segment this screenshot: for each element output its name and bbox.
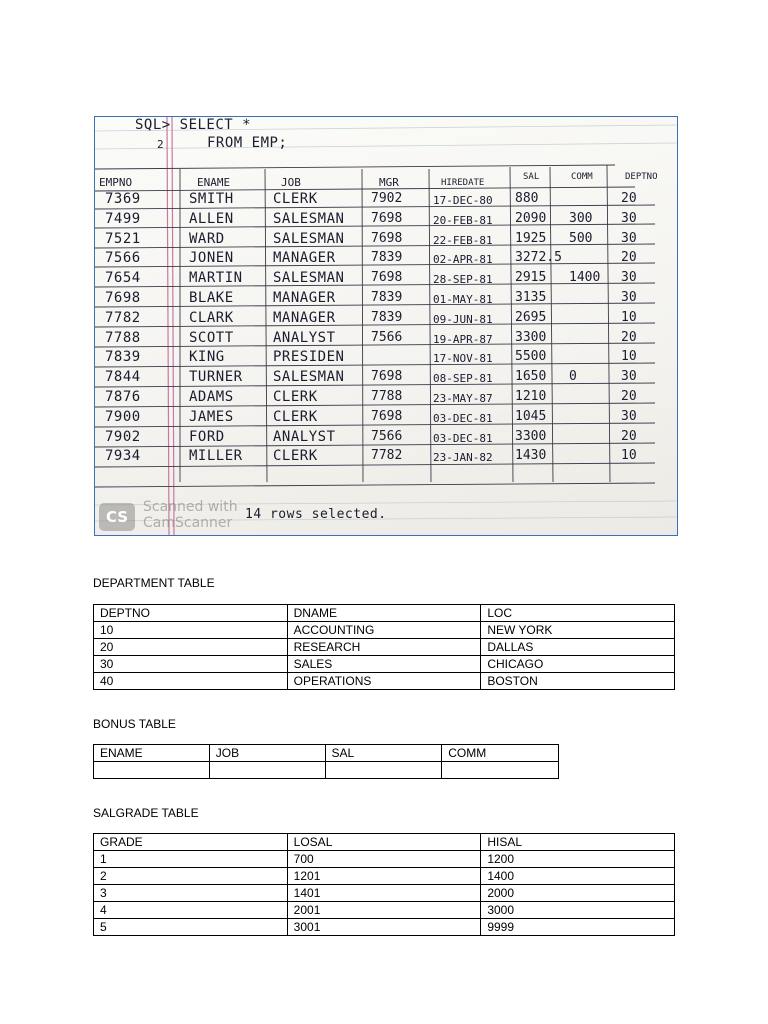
scan-cell-mgr: 7902 — [371, 191, 403, 206]
scan-cell-hiredate: 23-JAN-82 — [433, 451, 493, 464]
scan-cell-mgr: 7698 — [371, 231, 403, 246]
scan-cell-mgr: 7839 — [371, 310, 403, 325]
scan-column-header: DEPTNO — [625, 172, 658, 182]
department-cell: 40 — [94, 673, 288, 690]
salgrade-cell: 1400 — [481, 868, 675, 885]
table-row — [94, 639, 675, 656]
scan-cell-job: ANALYST — [273, 429, 336, 445]
scan-cell-mgr: 7698 — [371, 270, 403, 285]
scan-column-header: ENAME — [197, 176, 231, 189]
scan-cell-sal: 1430 — [515, 448, 547, 463]
scan-cell-job: SALESMAN — [273, 270, 345, 286]
scan-cell-empno: 7844 — [105, 369, 141, 385]
scan-cell-hiredate: 17-NOV-81 — [433, 352, 493, 365]
camscanner-logo: CS — [99, 503, 135, 531]
scan-cell-empno: 7369 — [105, 191, 141, 207]
department-cell: 30 — [94, 656, 288, 673]
scan-cell-ename: WARD — [189, 231, 225, 247]
department-cell: ACCOUNTING — [287, 622, 481, 639]
scan-cell-hiredate: 17-DEC-80 — [433, 194, 493, 207]
scan-cell-sal: 2090 — [515, 211, 547, 226]
scan-cell-deptno: 20 — [621, 429, 637, 444]
department-cell: CHICAGO — [481, 656, 675, 673]
scan-cell-hiredate: 20-FEB-81 — [433, 214, 493, 227]
scan-cell-ename: BLAKE — [189, 290, 234, 306]
scan-cell-job: MANAGER — [273, 310, 336, 326]
department-header-row — [94, 605, 675, 622]
table-row — [94, 851, 675, 868]
bonus-header-cell: ENAME — [94, 745, 210, 762]
scan-cell-sal: 3272.5 — [515, 250, 562, 265]
scan-cell-empno: 7698 — [105, 290, 141, 306]
scan-cell-sal: 5500 — [515, 349, 547, 364]
scan-cell-job: SALESMAN — [273, 231, 345, 247]
scan-cell-sal: 1045 — [515, 409, 547, 424]
scan-cell-sal: 3300 — [515, 429, 547, 444]
scan-column-header: HIREDATE — [441, 178, 485, 188]
salgrade-table — [93, 833, 675, 936]
scan-cell-ename: SMITH — [189, 191, 234, 207]
table-row — [94, 868, 675, 885]
scan-cell-hiredate: 03-DEC-81 — [433, 412, 493, 425]
scan-cell-empno: 7654 — [105, 270, 141, 286]
scan-cell-sal: 1925 — [515, 231, 547, 246]
scan-cell-job: SALESMAN — [273, 211, 345, 227]
scan-column-header: SAL — [523, 172, 540, 182]
department-cell: BOSTON — [481, 673, 675, 690]
bonus-header-row — [94, 745, 559, 762]
salgrade-cell: 1201 — [287, 868, 481, 885]
scan-cell-deptno: 30 — [621, 270, 637, 285]
department-cell: 10 — [94, 622, 288, 639]
scan-cell-deptno: 30 — [621, 231, 637, 246]
salgrade-cell: 2 — [94, 868, 288, 885]
scan-cell-empno: 7566 — [105, 250, 141, 266]
salgrade-cell: 5 — [94, 919, 288, 936]
scan-cell-mgr: 7788 — [371, 389, 403, 404]
scan-cell-deptno: 20 — [621, 191, 637, 206]
scan-cell-ename: KING — [189, 349, 225, 365]
scan-cell-job: CLERK — [273, 409, 318, 425]
salgrade-cell: 700 — [287, 851, 481, 868]
salgrade-cell: 2001 — [287, 902, 481, 919]
scan-cell-comm: 300 — [569, 211, 593, 226]
rows-selected-note: 14 rows selected. — [245, 507, 387, 522]
sql-prompt-line: SQL> SELECT * — [135, 117, 252, 133]
scan-column-header: MGR — [379, 176, 399, 189]
bonus-header-cell: JOB — [209, 745, 325, 762]
scan-cell-job: SALESMAN — [273, 369, 345, 385]
scan-cell-deptno: 20 — [621, 389, 637, 404]
scan-cell-hiredate: 23-MAY-87 — [433, 392, 493, 405]
scan-cell-comm: 0 — [569, 369, 577, 384]
table-row — [94, 673, 675, 690]
department-table-heading: DEPARTMENT TABLE — [93, 576, 215, 590]
department-cell: OPERATIONS — [287, 673, 481, 690]
department-header-cell: DNAME — [287, 605, 481, 622]
scan-cell-sal: 3300 — [515, 330, 547, 345]
salgrade-header-row — [94, 834, 675, 851]
table-row — [94, 885, 675, 902]
table-row — [94, 902, 675, 919]
scan-column-header: EMPNO — [99, 176, 133, 189]
salgrade-cell: 1401 — [287, 885, 481, 902]
bonus-cell — [325, 762, 442, 779]
department-cell: DALLAS — [481, 639, 675, 656]
scan-cell-deptno: 20 — [621, 330, 637, 345]
scan-cell-sal: 1210 — [515, 389, 547, 404]
scan-cell-empno: 7521 — [105, 231, 141, 247]
table-row — [94, 656, 675, 673]
scan-cell-hiredate: 02-APR-81 — [433, 253, 493, 266]
scan-cell-empno: 7934 — [105, 448, 141, 464]
department-cell: RESEARCH — [287, 639, 481, 656]
salgrade-cell: 9999 — [481, 919, 675, 936]
scan-cell-ename: ALLEN — [189, 211, 234, 227]
scan-cell-sal: 880 — [515, 191, 539, 206]
scan-cell-hiredate: 22-FEB-81 — [433, 234, 493, 247]
scan-cell-hiredate: 09-JUN-81 — [433, 313, 493, 326]
scan-cell-ename: ADAMS — [189, 389, 234, 405]
scan-cell-mgr: 7566 — [371, 429, 403, 444]
scan-cell-empno: 7900 — [105, 409, 141, 425]
scan-cell-job: CLERK — [273, 389, 318, 405]
scan-cell-hiredate: 03-DEC-81 — [433, 432, 493, 445]
salgrade-cell: 3000 — [481, 902, 675, 919]
scan-cell-empno: 7788 — [105, 330, 141, 346]
scan-cell-job: MANAGER — [273, 250, 336, 266]
scan-cell-deptno: 10 — [621, 349, 637, 364]
bonus-table-heading: BONUS TABLE — [93, 717, 176, 731]
scan-cell-sal: 2915 — [515, 270, 547, 285]
scan-cell-ename: FORD — [189, 429, 225, 445]
scan-cell-mgr: 7839 — [371, 250, 403, 265]
department-table — [93, 604, 675, 690]
scan-cell-comm: 1400 — [569, 270, 601, 285]
scan-cell-sal: 1650 — [515, 369, 547, 384]
bonus-header-cell: COMM — [442, 745, 559, 762]
sql-line-number: 2 — [157, 138, 164, 151]
salgrade-cell: 3 — [94, 885, 288, 902]
scan-column-header: COMM — [571, 172, 593, 182]
department-cell: NEW YORK — [481, 622, 675, 639]
table-row — [94, 919, 675, 936]
bonus-cell — [442, 762, 559, 779]
salgrade-cell: 4 — [94, 902, 288, 919]
bonus-cell — [209, 762, 325, 779]
department-header-cell: LOC — [481, 605, 675, 622]
salgrade-header-cell: LOSAL — [287, 834, 481, 851]
scan-cell-job: ANALYST — [273, 330, 336, 346]
scan-cell-job: PRESIDEN — [273, 349, 345, 365]
salgrade-cell: 1 — [94, 851, 288, 868]
salgrade-cell: 3001 — [287, 919, 481, 936]
bonus-cell — [94, 762, 210, 779]
sql-from-line: FROM EMP; — [207, 135, 288, 151]
scanned-emp-table-photo — [94, 116, 678, 536]
scan-cell-mgr: 7698 — [371, 369, 403, 384]
salgrade-table-heading: SALGRADE TABLE — [93, 806, 199, 820]
department-cell: 20 — [94, 639, 288, 656]
scan-cell-ename: CLARK — [189, 310, 234, 326]
scan-cell-hiredate: 08-SEP-81 — [433, 372, 493, 385]
scan-cell-empno: 7902 — [105, 429, 141, 445]
scan-cell-deptno: 30 — [621, 409, 637, 424]
scan-cell-hiredate: 01-MAY-81 — [433, 293, 493, 306]
table-row — [94, 762, 559, 779]
scan-cell-sal: 2695 — [515, 310, 547, 325]
scan-cell-empno: 7839 — [105, 349, 141, 365]
scan-cell-mgr: 7782 — [371, 448, 403, 463]
camscanner-watermark: Scanned with CamScanner — [143, 499, 238, 531]
scan-cell-mgr: 7566 — [371, 330, 403, 345]
scan-cell-mgr: 7698 — [371, 409, 403, 424]
scan-cell-deptno: 30 — [621, 369, 637, 384]
salgrade-header-cell: GRADE — [94, 834, 288, 851]
bonus-header-cell: SAL — [325, 745, 442, 762]
scan-cell-deptno: 20 — [621, 250, 637, 265]
scan-cell-job: MANAGER — [273, 290, 336, 306]
salgrade-cell: 2000 — [481, 885, 675, 902]
scan-cell-ename: JONEN — [189, 250, 234, 266]
scan-cell-comm: 500 — [569, 231, 593, 246]
scan-cell-hiredate: 19-APR-87 — [433, 333, 493, 346]
scan-cell-ename: JAMES — [189, 409, 234, 425]
salgrade-cell: 1200 — [481, 851, 675, 868]
scan-cell-job: CLERK — [273, 448, 318, 464]
table-row — [94, 622, 675, 639]
scan-cell-deptno: 30 — [621, 211, 637, 226]
scan-column-header: JOB — [281, 176, 301, 189]
scan-cell-job: CLERK — [273, 191, 318, 207]
scan-cell-ename: SCOTT — [189, 330, 234, 346]
scan-cell-empno: 7782 — [105, 310, 141, 326]
scan-cell-hiredate: 28-SEP-81 — [433, 273, 493, 286]
bonus-table — [93, 744, 559, 779]
scan-cell-ename: TURNER — [189, 369, 243, 385]
scan-cell-mgr: 7839 — [371, 290, 403, 305]
salgrade-header-cell: HISAL — [481, 834, 675, 851]
scan-cell-deptno: 10 — [621, 448, 637, 463]
department-header-cell: DEPTNO — [94, 605, 288, 622]
scan-cell-deptno: 30 — [621, 290, 637, 305]
scan-cell-empno: 7876 — [105, 389, 141, 405]
scan-cell-ename: MILLER — [189, 448, 243, 464]
scan-cell-empno: 7499 — [105, 211, 141, 227]
scan-cell-mgr: 7698 — [371, 211, 403, 226]
scan-cell-deptno: 10 — [621, 310, 637, 325]
department-cell: SALES — [287, 656, 481, 673]
scan-cell-sal: 3135 — [515, 290, 547, 305]
scan-cell-ename: MARTIN — [189, 270, 243, 286]
